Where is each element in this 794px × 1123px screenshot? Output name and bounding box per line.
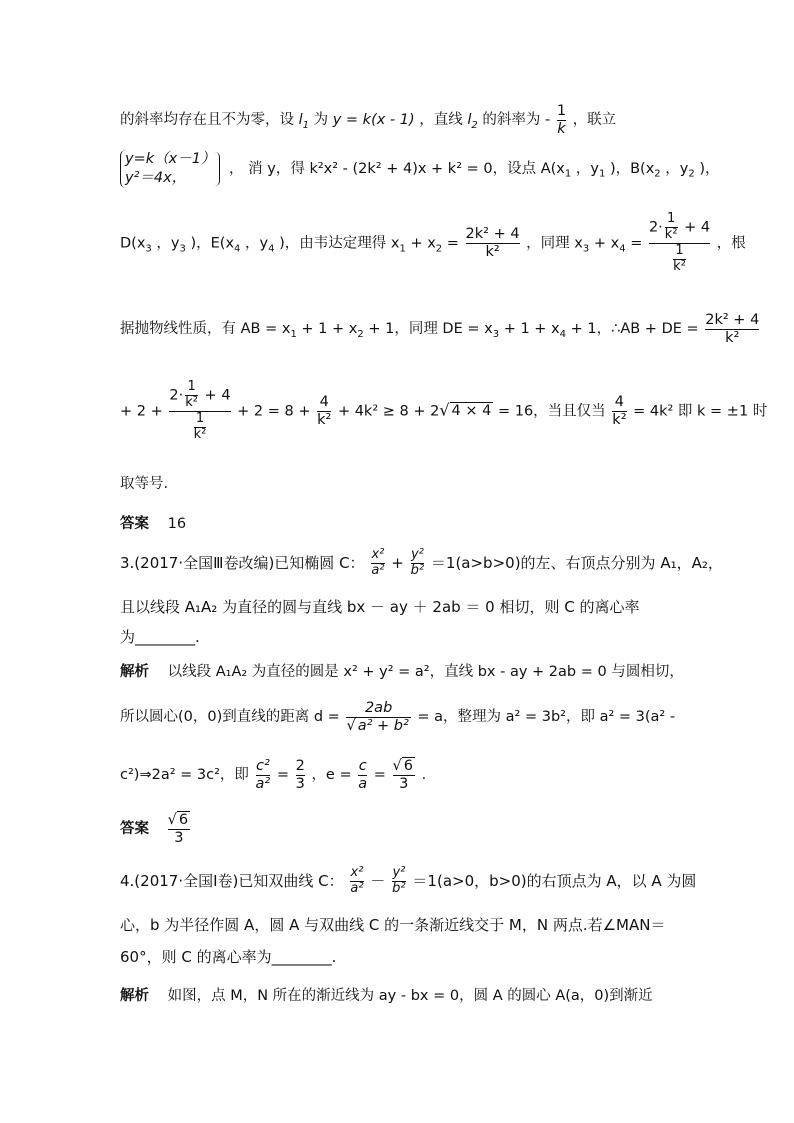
text-segment: ，y bbox=[575, 160, 599, 177]
text-segment: ，同理 x bbox=[526, 235, 583, 252]
math-expression: y = k(x - 1) bbox=[332, 112, 415, 129]
solution-3-line-3 bbox=[120, 758, 426, 792]
text-segment: + x bbox=[410, 235, 436, 252]
solution-label: 解析 bbox=[120, 988, 149, 1004]
system-eq-2: y²＝4x， bbox=[125, 169, 187, 186]
fraction bbox=[705, 312, 759, 346]
text-segment: 4.(2017·全国Ⅰ卷)已知双曲线 C： bbox=[120, 871, 344, 890]
subscript: 1 bbox=[290, 329, 297, 341]
text-segment: ，y bbox=[156, 235, 180, 252]
question-3-line-3: 为________. bbox=[120, 628, 200, 646]
denominator: k² bbox=[193, 426, 207, 442]
text-line-1 bbox=[120, 103, 616, 137]
text-segment: 2· bbox=[648, 219, 663, 236]
text-segment: 如图，点 M，N 所在的渐近线为 ay - bx = 0，圆 A 的圆心 A(a，0)到渐近 bbox=[167, 988, 653, 1004]
subscript: 1 bbox=[399, 243, 406, 255]
denominator: a² bbox=[371, 562, 385, 578]
text-segment: + 4 bbox=[679, 219, 711, 236]
subscript: 2 bbox=[357, 329, 364, 341]
denominator: 3 bbox=[168, 829, 190, 847]
answer-1 bbox=[120, 512, 186, 533]
text-segment: 所以圆心(0，0)到直线的距离 d = bbox=[120, 709, 345, 726]
subscript: 1 bbox=[302, 120, 310, 132]
text-segment: + x bbox=[593, 235, 620, 252]
numerator: 1 bbox=[556, 103, 567, 119]
denominator: k² bbox=[185, 394, 198, 410]
text-segment: + bbox=[391, 553, 404, 572]
numerator: 4 bbox=[319, 394, 329, 411]
text-segment: )，E(x bbox=[190, 235, 235, 252]
sqrt-radicand: 6 bbox=[403, 758, 413, 774]
fraction bbox=[256, 758, 271, 792]
fraction bbox=[612, 394, 626, 428]
text-line-6: 取等号. bbox=[120, 476, 169, 492]
denominator: k² bbox=[612, 411, 627, 428]
fraction bbox=[673, 244, 686, 275]
text-segment: + 1，同理 DE = x bbox=[368, 321, 493, 338]
sqrt-radicand: a² + b² bbox=[357, 717, 409, 734]
subscript: 1 bbox=[564, 168, 572, 180]
text-segment: － bbox=[370, 871, 386, 890]
denominator: k² bbox=[673, 258, 686, 274]
answer-label: 答案 bbox=[120, 516, 149, 532]
sqrt-sign: √ bbox=[439, 400, 450, 420]
text-segment: ＝1(a>0，b>0)的右顶点为 A，以 A 为圆 bbox=[412, 871, 697, 890]
subscript: 3 bbox=[145, 243, 152, 255]
text-segment: 以线段 A₁A₂ 为直径的圆是 x² + y² = a²，直线 bx - ay + 2ab = 0 与圆相切， bbox=[167, 664, 684, 680]
subscript: 3 bbox=[582, 243, 590, 255]
text-segment: + 2 + bbox=[120, 403, 168, 420]
numerator: y² bbox=[392, 865, 406, 880]
subscript: 3 bbox=[492, 329, 500, 341]
text-segment: + 1 + x bbox=[503, 321, 560, 338]
denominator bbox=[649, 243, 710, 275]
text-segment: )，B(x bbox=[609, 160, 655, 177]
text-line-3 bbox=[120, 212, 746, 275]
text-segment: 3.(2017·全国Ⅲ卷改编)已知椭圆 C： bbox=[120, 553, 365, 572]
text-segment: ， bbox=[229, 160, 244, 177]
fraction bbox=[296, 758, 305, 792]
text-segment: ，y bbox=[245, 235, 269, 252]
fraction bbox=[371, 548, 384, 579]
text-segment: 2· bbox=[169, 387, 184, 404]
answer-label: 答案 bbox=[120, 821, 149, 838]
text-segment: 的斜率均存在且不为零，设 bbox=[120, 112, 294, 129]
fraction bbox=[665, 212, 678, 243]
text-line-2 bbox=[120, 150, 720, 188]
text-segment: ，根 bbox=[716, 235, 746, 252]
fraction bbox=[557, 103, 566, 137]
text-segment: = 4k² 即 k = ±1 时 bbox=[633, 403, 768, 420]
subscript: 4 bbox=[559, 329, 567, 341]
text-segment: = bbox=[373, 767, 391, 784]
subscript: 4 bbox=[234, 243, 241, 255]
compound-fraction bbox=[169, 380, 230, 443]
fraction bbox=[194, 412, 207, 443]
fraction bbox=[393, 758, 415, 792]
text-segment: )，由韦达定理得 x bbox=[279, 235, 400, 252]
question-4-line-1 bbox=[120, 866, 696, 897]
subscript: 2 bbox=[471, 120, 478, 132]
fraction bbox=[185, 380, 198, 411]
text-segment: ，e = bbox=[311, 767, 357, 784]
numerator: 2 bbox=[295, 758, 305, 774]
denominator: √ a² + b² bbox=[346, 717, 409, 734]
fraction bbox=[466, 226, 520, 260]
solution-label: 解析 bbox=[120, 664, 149, 680]
denominator: a² bbox=[255, 775, 271, 792]
denominator: b² bbox=[392, 880, 406, 896]
text-line-4 bbox=[120, 312, 761, 346]
answer-value: 16 bbox=[167, 516, 187, 532]
denominator: a bbox=[358, 775, 368, 792]
question-3-line-2: 且以线段 A₁A₂ 为直径的圆与直线 bx － ay ＋ 2ab ＝ 0 相切，则 C 的离心率 bbox=[120, 598, 640, 616]
text-segment: ，直线 bbox=[419, 112, 463, 129]
text-segment: + 4 bbox=[199, 387, 231, 404]
sqrt-radicand: 6 bbox=[178, 812, 189, 828]
text-segment: 为 bbox=[313, 112, 333, 129]
fraction bbox=[346, 700, 410, 734]
numerator: 2k² + 4 bbox=[705, 312, 760, 328]
denominator: 3 bbox=[295, 775, 305, 792]
text-segment: )， bbox=[699, 160, 720, 177]
text-segment: + 1，∴AB + DE = bbox=[570, 321, 704, 338]
denominator: b² bbox=[410, 562, 425, 578]
answer-3 bbox=[120, 812, 192, 846]
numerator bbox=[649, 212, 710, 243]
answer-value bbox=[168, 812, 190, 846]
system-eq-1: y=k（x－1） bbox=[125, 151, 216, 167]
fraction bbox=[411, 548, 424, 579]
subscript: 3 bbox=[179, 243, 186, 255]
solution-3-line-1 bbox=[120, 660, 684, 681]
text-segment: ，联立 bbox=[572, 112, 617, 129]
numerator: √ 6 bbox=[392, 758, 413, 774]
text-segment: = 16，当且仅当 bbox=[497, 403, 606, 420]
text-segment: = bbox=[446, 235, 464, 252]
subscript: 4 bbox=[268, 243, 275, 255]
numerator: y² bbox=[410, 547, 424, 562]
text-line-5 bbox=[120, 380, 767, 443]
numerator: 1 bbox=[187, 379, 196, 394]
denominator: a² bbox=[350, 880, 364, 896]
compound-fraction bbox=[649, 212, 710, 275]
math-var: l bbox=[298, 112, 303, 129]
numerator: c² bbox=[255, 758, 270, 774]
question-3-line-1 bbox=[120, 548, 723, 579]
question-4-line-3: 60°，则 C 的离心率为________. bbox=[120, 948, 337, 966]
subscript: 4 bbox=[619, 243, 626, 255]
denominator: k² bbox=[317, 411, 332, 428]
text-segment: 的斜率为 - bbox=[482, 112, 551, 129]
text-segment: = bbox=[276, 767, 294, 784]
equation-system bbox=[120, 150, 215, 188]
denominator: k bbox=[557, 120, 566, 137]
denominator: 3 bbox=[393, 775, 415, 793]
text-segment: c²)⇒2a² = 3c²，即 bbox=[120, 767, 249, 784]
sqrt-radicand: 4 × 4 bbox=[451, 403, 492, 420]
text-segment: ，y bbox=[665, 160, 689, 177]
denominator: k² bbox=[664, 226, 678, 242]
fraction bbox=[392, 866, 405, 897]
numerator: x² bbox=[350, 865, 364, 880]
text-segment: D(x bbox=[120, 235, 146, 252]
fraction bbox=[350, 866, 363, 897]
solution-3-line-2 bbox=[120, 700, 675, 734]
numerator: 1 bbox=[667, 211, 676, 226]
subscript: 2 bbox=[688, 168, 695, 180]
text-segment: 消 y，得 k²x² - (2k² + 4)x + k² = 0，设点 A(x bbox=[248, 160, 565, 177]
numerator: 2k² + 4 bbox=[465, 226, 520, 243]
numerator: 1 bbox=[675, 242, 684, 258]
text-segment: = a，整理为 a² = 3b²，即 a² = 3(a² - bbox=[417, 709, 676, 726]
text-segment: . bbox=[421, 767, 427, 784]
numerator: 4 bbox=[614, 394, 625, 411]
math-l1 bbox=[298, 112, 310, 132]
subscript: 1 bbox=[598, 168, 606, 180]
text-segment: + 1 + x bbox=[301, 321, 358, 338]
solution-4-line-1 bbox=[120, 984, 653, 1005]
text-segment: ＝1(a>b>0)的左、右顶点分别为 A₁，A₂， bbox=[430, 553, 723, 572]
denominator: k² bbox=[705, 329, 759, 347]
fraction bbox=[317, 394, 331, 428]
numerator: x² bbox=[371, 547, 385, 562]
subscript: 2 bbox=[435, 243, 443, 255]
text-segment: 据抛物线性质，有 AB = x bbox=[120, 321, 291, 338]
math-var: l bbox=[467, 112, 472, 129]
denominator: k² bbox=[466, 243, 520, 261]
text-segment: + 4k² ≥ 8 + 2 bbox=[337, 403, 440, 420]
question-4-line-2: 心，b 为半径作圆 A，圆 A 与双曲线 C 的一条渐近线交于 M，N 两点.若∠MAN＝ bbox=[120, 916, 666, 934]
system-brace bbox=[215, 152, 220, 186]
numerator: 2ab bbox=[364, 700, 393, 716]
text-segment: + 2 = 8 + bbox=[237, 403, 316, 420]
numerator bbox=[169, 380, 230, 411]
numerator: √ 6 bbox=[167, 812, 189, 828]
numerator: 1 bbox=[195, 410, 205, 426]
fraction bbox=[358, 758, 367, 792]
denominator bbox=[169, 411, 230, 443]
subscript: 2 bbox=[654, 168, 661, 180]
text-segment: = bbox=[630, 235, 647, 252]
numerator: c bbox=[358, 758, 367, 774]
